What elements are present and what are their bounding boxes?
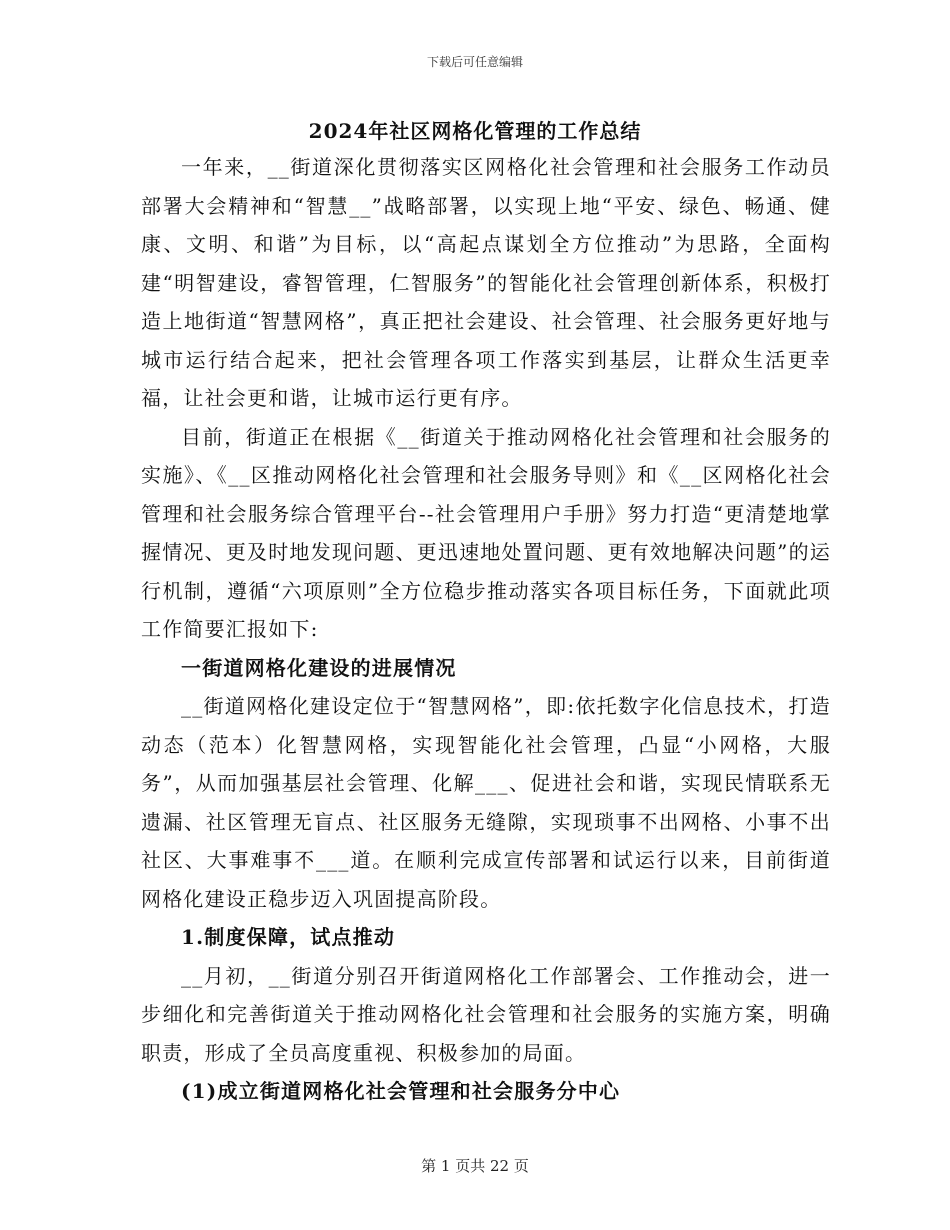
subsection-heading-center: (1)成立街道网格化社会管理和社会服务分中心 xyxy=(181,1079,621,1103)
paragraph-current-status: 目前，街道正在根据《__街道关于推动网格化社会管理和社会服务的实施》、《__区推动网格化社会管理和社会服务导则》和《__区网格化社会管理和社会服务综合管理平台--社会管理用户手册》努力打造“更清楚地掌握情况、更及时地发现问题、更迅速地处置问题、更有效地解决问题”的运行机制，遵循“六项原则”全方位稳步推动落实各项目标任务，下面就此项工作简要汇报如下: xyxy=(141,424,831,641)
document-body xyxy=(141,148,831,1111)
paragraph-meetings: __月初，__街道分别召开街道网格化工作部署会、工作推动会，进一步细化和完善街道关于推动网格化社会管理和社会服务的实施方案，明确职责，形成了全员高度重视、积极参加的局面。 xyxy=(141,963,831,1065)
paragraph-intro: 一年来，__街道深化贯彻落实区网格化社会管理和社会服务工作动员部署大会精神和“智慧__”战略部署，以实现上地“平安、绿色、畅通、健康、文明、和谐”为目标，以“高起点谋划全方位推动”为思路，全面构建“明智建设，睿智管理，仁智服务”的智能化社会管理创新体系，积极打造上地街道“智慧网格”，真正把社会建设、社会管理、社会服务更好地与城市运行结合起来，把社会管理各项工作落实到基层，让群众生活更幸福，让社会更和谐，让城市运行更有序。 xyxy=(141,155,831,410)
paragraph-smart-grid: __街道网格化建设定位于“智慧网格”，即:依托数字化信息技术，打造动态（范本）化智慧网格，实现智能化社会管理，凸显“小网格，大服务”，从而加强基层社会管理、化解___、促进社会和谐，实现民情联系无遗漏、社区管理无盲点、社区服务无缝隙，实现琐事不出网格、小事不出社区、大事难事不___道。在顺利完成宣传部署和试运行以来，目前街道网格化建设正稳步迈入巩固提高阶段。 xyxy=(141,694,831,911)
section-heading-progress: 一街道网格化建设的进展情况 xyxy=(181,655,457,680)
page-number: 第 1 页共 22 页 xyxy=(421,1157,529,1175)
download-note: 下载后可任意编辑 xyxy=(426,55,523,69)
document-title: 2024年社区网格化管理的工作总结 xyxy=(308,119,642,143)
subsection-heading-system: 1.制度保障，试点推动 xyxy=(181,925,396,949)
